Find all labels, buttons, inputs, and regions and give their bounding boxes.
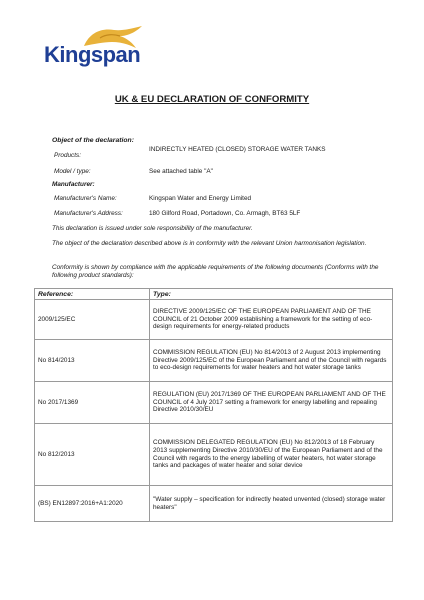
reference-cell: No 2017/1369 (35, 382, 150, 424)
model-value: See attached table "A" (149, 168, 213, 175)
type-header: Type: (150, 289, 393, 300)
manufacturer-name-label: Manufacturer's Name: (54, 195, 117, 202)
manufacturer-name-value: Kingspan Water and Energy Limited (149, 195, 252, 202)
type-cell: COMMISSION REGULATION (EU) No 814/2013 of 2 August 2013 implementing Directive 2009/125/EC of the European Parliament and of the Council with regards to eco-design requirements for water heaters and hot water storage tanks (150, 340, 393, 382)
table-row (35, 340, 393, 382)
type-cell: "Water supply – specification for indirectly heated unvented (closed) storage water heaters" (150, 486, 393, 522)
products-value: INDIRECTLY HEATED (CLOSED) STORAGE WATER TANKS (149, 146, 326, 153)
reference-table (34, 288, 393, 522)
table-row (35, 486, 393, 522)
reference-cell: No 812/2013 (35, 424, 150, 486)
manufacturer-address-value: 180 Gilford Road, Portadown, Co. Armagh, BT63 5LF (149, 210, 301, 217)
kingspan-logo (44, 24, 154, 72)
reference-header: Reference: (35, 289, 150, 300)
page-title: UK & EU DECLARATION OF CONFORMITY (114, 94, 310, 105)
products-label: Products: (54, 152, 81, 159)
table-row (35, 300, 393, 340)
manufacturer-heading: Manufacturer: (52, 181, 95, 188)
reference-cell: No 814/2013 (35, 340, 150, 382)
table-header-row (35, 289, 393, 300)
logo-text: Kingspan (44, 42, 141, 67)
type-cell: DIRECTIVE 2009/125/EC OF THE EUROPEAN PARLIAMENT AND OF THE COUNCIL of 21 October 2009 establishing a framework for the setting of eco-design requirements for energy-related products (150, 300, 393, 340)
type-cell: REGULATION (EU) 2017/1369 OF THE EUROPEAN PARLIAMENT AND OF THE COUNCIL of 4 July 2017 setting a framework for energy labelling and repealing Directive 2010/30/EU (150, 382, 393, 424)
table-row (35, 382, 393, 424)
conformity-statement: The object of the declaration described above is in conformity with the relevant Union harmonisation legislation. (52, 240, 367, 247)
type-cell: COMMISSION DELEGATED REGULATION (EU) No 812/2013 of 18 February 2013 supplementing Directive 2010/30/EU of the European Parliament and of the Council with regards to the energy labelling of water heaters, hot water storage tanks and packages of water heater and solar device (150, 424, 393, 486)
reference-cell: (BS) EN12897:2016+A1:2020 (35, 486, 150, 522)
object-heading: Object of the declaration: (52, 137, 134, 144)
responsibility-statement: This declaration is issued under sole responsibility of the manufacturer. (52, 225, 253, 232)
reference-cell: 2009/125/EC (35, 300, 150, 340)
model-label: Model / type: (54, 168, 91, 175)
compliance-statement: Conformity is shown by compliance with the applicable requirements of the following documents (Conforms with the following product standards): (52, 264, 379, 279)
table-row (35, 424, 393, 486)
manufacturer-address-label: Manufacturer's Address: (54, 210, 123, 217)
